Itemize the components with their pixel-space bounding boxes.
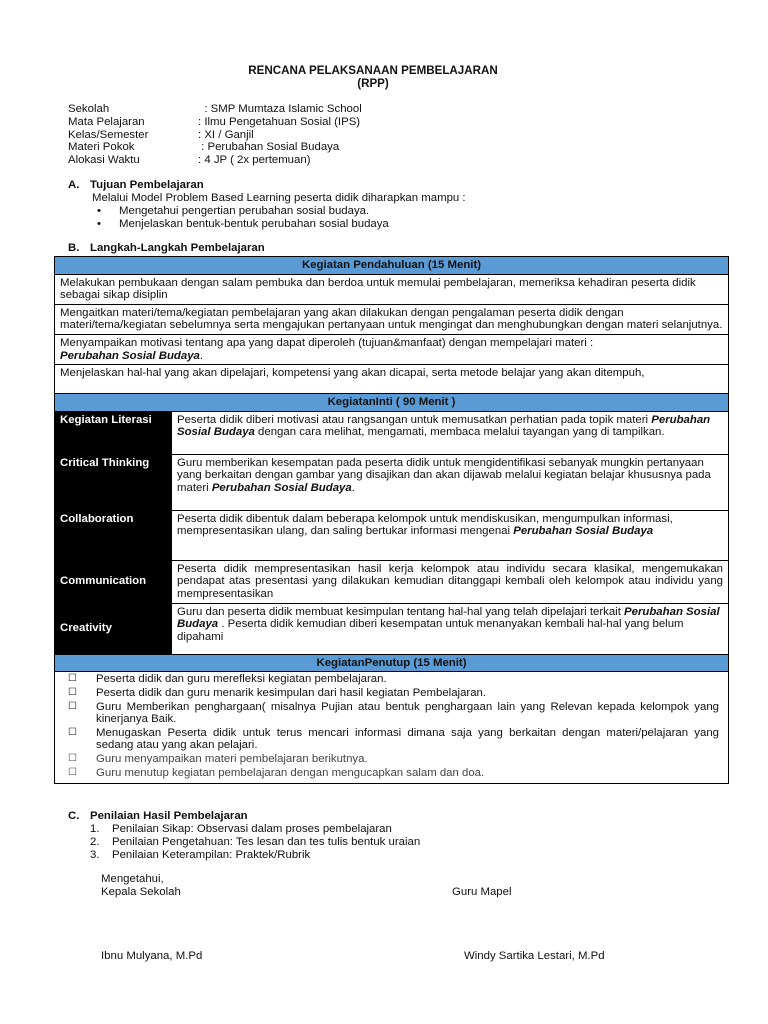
bullet-icon: •	[97, 218, 101, 230]
creativity-text-b: . Peserta didik kemudian diberi kesempatan untuk menanyakan kembali hal-hal yang belum dipahami	[177, 618, 684, 643]
section-c-title: Penilaian Hasil Pembelajaran	[90, 810, 248, 822]
critical-thinking-label: Critical Thinking	[55, 454, 172, 510]
literasi-content	[172, 411, 729, 454]
acknowledged-label: Mengetahui,	[101, 873, 164, 885]
table-row	[55, 672, 729, 784]
collaboration-label: Collaboration	[55, 510, 172, 560]
motivasi-topic: Perubahan Sosial Budaya	[60, 349, 200, 362]
table-row	[55, 334, 729, 364]
principal-signature-block	[101, 873, 181, 899]
critical-end: .	[351, 481, 355, 494]
penutup-text: Menugaskan Peserta didik untuk terus mencari informasi dimana saja yang berkaitan dengan materi/pelajaran yang sedang atau yang akan pelajari.	[96, 726, 719, 752]
identity-row	[68, 141, 362, 154]
inti-header: KegiatanInti ( 90 Menit )	[55, 394, 729, 412]
literasi-text-b: dengan cara melihat, mengamati, membaca melalui tayangan yang di tampilkan.	[254, 426, 665, 439]
penutup-header: KegiatanPenutup (15 Menit)	[55, 654, 729, 672]
collab-topic: Perubahan Sosial Budaya	[513, 525, 654, 538]
identity-label: Sekolah	[68, 103, 110, 115]
section-c-number: C.	[68, 810, 80, 822]
table-row	[55, 654, 729, 672]
collab-text: Peserta didik dibentuk dalam beberapa kelompok untuk mendiskusikan, mengumpulkan informasi, mempresentasikan ulang, dan saling bertukar informasi mengenai	[177, 512, 673, 538]
critical-topic: Perubahan Sosial Budaya	[211, 481, 352, 494]
section-c-heading	[68, 810, 248, 822]
pendahuluan-header: Kegiatan Pendahuluan (15 Menit)	[55, 257, 729, 275]
pendahuluan-step-4: Menjelaskan hal-hal yang akan dipelajari, kompetensi yang akan dicapai, serta metode belajar yang akan ditempuh,	[55, 365, 729, 394]
identity-label: Kelas/Semester	[68, 128, 149, 141]
list-item	[90, 849, 420, 862]
title-line-2: (RPP)	[357, 77, 389, 90]
identity-value: : Perubahan Sosial Budaya	[198, 141, 340, 154]
table-row	[55, 365, 729, 394]
motivasi-text: Menyampaikan motivasi tentang apa yang dapat diperoleh (tujuan&manfaat) dengan mempelajari materi :	[60, 336, 594, 349]
teacher-title: Guru Mapel	[452, 886, 512, 898]
list-item	[68, 686, 719, 700]
table-row	[55, 257, 729, 275]
list-item	[68, 726, 719, 752]
assessment-list	[90, 823, 420, 862]
identity-row	[68, 129, 362, 142]
list-item	[68, 752, 719, 766]
assessment-text: Penilaian Pengetahuan: Tes lesan dan tes tulis bentuk uraian	[112, 836, 421, 848]
identity-row	[68, 154, 362, 167]
collaboration-content	[172, 510, 729, 560]
section-a-title: Tujuan Pembelajaran	[90, 179, 204, 191]
penutup-list	[60, 673, 723, 779]
identity-value: : 4 JP ( 2x pertemuan)	[198, 154, 311, 167]
checkbox-icon: ☐	[68, 766, 77, 778]
table-row	[55, 510, 729, 560]
penutup-text: Guru menutup kegiatan pembelajaran dengan mengucapkan salam dan doa.	[96, 766, 485, 779]
teacher-name: Windy Sartika Lestari, M.Pd	[464, 950, 605, 962]
list-item	[92, 205, 389, 218]
table-row	[55, 394, 729, 412]
assessment-text: Penilaian Sikap: Observasi dalam proses pembelajaran	[112, 823, 392, 835]
item-number: 1.	[90, 823, 100, 835]
checkbox-icon: ☐	[68, 700, 77, 712]
table-row	[55, 304, 729, 334]
table-row	[55, 411, 729, 454]
creativity-text-a: Guru dan peserta didik membuat kesimpulan tentang hal-hal yang telah dipelajari terkait	[177, 605, 625, 618]
identity-row	[68, 103, 362, 116]
list-item	[68, 700, 719, 726]
creativity-label: Creativity	[55, 603, 172, 654]
list-item	[68, 766, 719, 780]
penutup-text: Guru menyampaikan materi pembelajaran berikutnya.	[96, 752, 368, 765]
assessment-text: Penilaian Keterampilan: Praktek/Rubrik	[112, 849, 311, 861]
learning-steps-table	[54, 256, 729, 784]
checkbox-icon: ☐	[68, 726, 77, 738]
penutup-text: Peserta didik dan guru menarik kesimpulan dari hasil kegiatan Pembelajaran.	[96, 686, 487, 699]
identity-value: : SMP Mumtaza Islamic School	[198, 103, 362, 115]
objective-intro: Melalui Model Problem Based Learning peserta didik diharapkan mampu :	[92, 192, 466, 204]
list-item	[90, 823, 420, 836]
item-number: 2.	[90, 836, 100, 848]
creativity-topic: Perubahan Sosial Budaya	[177, 605, 720, 631]
objective-text: Menjelaskan bentuk-bentuk perubahan sosial budaya	[119, 218, 389, 230]
communication-label: Communication	[55, 560, 172, 603]
principal-title: Kepala Sekolah	[101, 886, 181, 898]
pendahuluan-step-1: Melakukan pembukaan dengan salam pembuka dan berdoa untuk memulai pembelajaran, memeriksa kehadiran peserta didik sebagai sikap disiplin	[55, 274, 729, 304]
pendahuluan-step-2: Mengaitkan materi/tema/kegiatan pembelajaran yang akan dilakukan dengan pengalaman peserta didik dengan materi/tema/kegiatan sebelumnya serta mengajukan pertanyaan untuk mengingat dan menghubungkan dengan materi selanjutnya.	[55, 304, 729, 334]
list-item	[68, 673, 719, 686]
bullet-icon: •	[97, 205, 101, 217]
section-b-number: B.	[68, 242, 80, 254]
literasi-label: Kegiatan Literasi	[55, 411, 172, 454]
critical-text: Guru memberikan kesempatan pada peserta didik untuk mengidentifikasi sebanyak mungkin pertanyaan yang berkaitan dengan gambar yang disajikan dan akan dijawab melalui kegiatan belajar khususnya pada materi	[177, 456, 711, 494]
checkbox-icon: ☐	[68, 752, 77, 764]
identity-row	[68, 116, 362, 129]
objective-text: Mengetahui pengertian perubahan sosial budaya.	[119, 205, 370, 217]
item-number: 3.	[90, 849, 100, 861]
table-row	[55, 603, 729, 654]
table-row	[55, 274, 729, 304]
document-title	[0, 64, 746, 90]
list-item	[92, 218, 389, 231]
communication-content: Peserta didik mempresentasikan hasil kerja kelompok atau individu secara klasikal, mengemukakan pendapat atas presentasi yang dilakukan kemudian ditanggapi kembali oleh kelompok atau individu yang mempresentasikan	[172, 560, 729, 603]
objective-list	[92, 205, 389, 231]
checkbox-icon: ☐	[68, 686, 77, 698]
identity-label: Materi Pokok	[68, 141, 135, 154]
checkbox-icon: ☐	[68, 673, 77, 685]
penutup-text: Peserta didik dan guru merefleksi kegiatan pembelajaran.	[96, 673, 387, 686]
section-b-heading	[68, 242, 265, 254]
principal-name: Ibnu Mulyana, M.Pd	[101, 950, 203, 962]
identity-label: Mata Pelajaran	[68, 115, 145, 128]
critical-thinking-content	[172, 454, 729, 510]
section-b-title: Langkah-Langkah Pembelajaran	[90, 242, 265, 254]
section-a-heading	[68, 179, 204, 191]
creativity-content	[172, 603, 729, 654]
literasi-text-a: Peserta didik diberi motivasi atau rangsangan untuk memusatkan perhatian pada topik materi	[177, 413, 649, 426]
pendahuluan-step-3	[55, 334, 729, 364]
identity-value: : XI / Ganjil	[198, 128, 254, 141]
table-row	[55, 560, 729, 603]
identity-label: Alokasi Waktu	[68, 154, 140, 167]
table-row	[55, 454, 729, 510]
penutup-content	[55, 672, 729, 784]
identity-block	[68, 103, 362, 167]
penutup-text: Guru Memberikan penghargaan( misalnya Pujian atau bentuk penghargaan lain yang Relevan kepada kelompok yang kinerjanya Baik.	[96, 700, 719, 726]
identity-value: : Ilmu Pengetahuan Sosial (IPS)	[198, 115, 361, 128]
motivasi-end: .	[199, 349, 204, 362]
title-line-1: RENCANA PELAKSANAAN PEMBELAJARAN	[248, 64, 498, 77]
section-a-number: A.	[68, 179, 80, 191]
literasi-topic: Perubahan Sosial Budaya	[177, 413, 711, 439]
list-item	[90, 836, 420, 849]
